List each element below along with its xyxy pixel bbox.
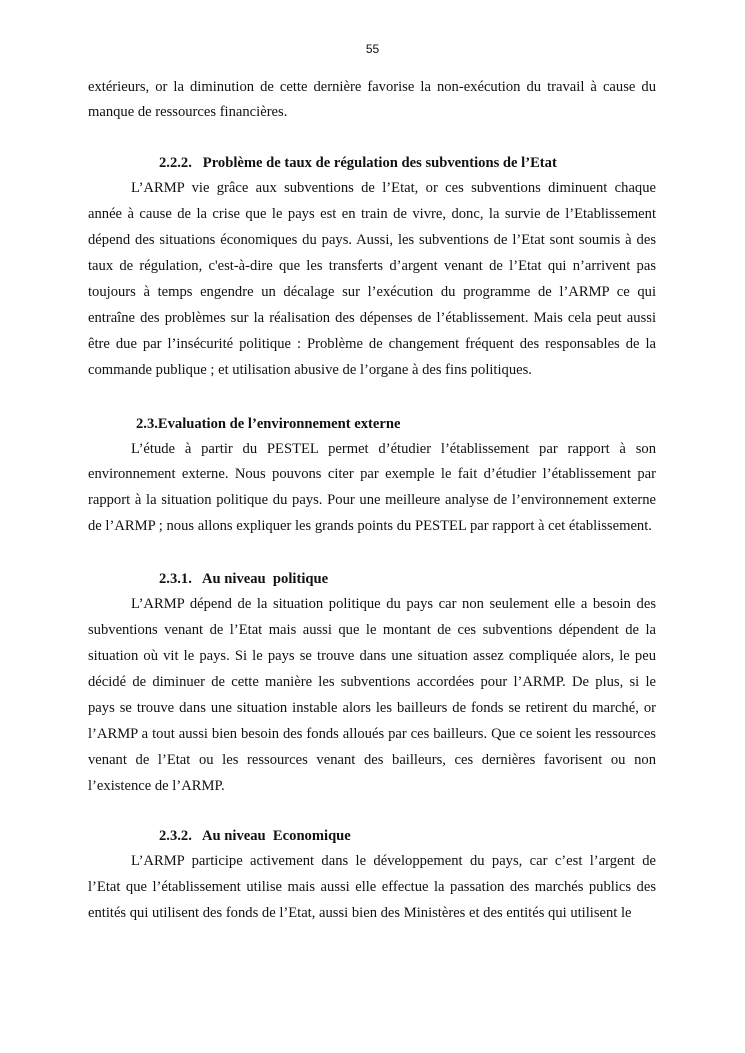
paragraph-line: L’étude à partir du PESTEL permet d’étudier l’établissement par rapport à son: [131, 441, 656, 457]
paragraph-line: de l’ARMP ; nous allons expliquer les grands points du PESTEL par rapport à cet établissement.: [88, 518, 652, 534]
paragraph-line: l’ARMP a tout aussi bien besoin des fonds alloués par ces bailleurs. Que ce soient les ressources: [88, 726, 656, 742]
paragraph-line: L’ARMP participe activement dans le développement du pays, car c’est l’argent de: [131, 853, 656, 869]
paragraph-line: rapport à la situation politique du pays. Pour une meilleure analyse de l’environnement externe: [88, 492, 656, 508]
paragraph-line: l’existence de l’ARMP.: [88, 778, 225, 794]
paragraph-line: taux de régulation, c'est-à-dire que les transferts d’argent venant de l’Etat qui n’arrivent pas: [88, 258, 656, 274]
paragraph-line: pays se trouve dans une situation instable alors les bailleurs de fonds se retirent du marché, or: [88, 700, 656, 716]
page-number: 55: [365, 42, 380, 56]
paragraph-line: entraîne des problèmes sur la réalisation des dépenses de l’établissement. Mais cela peut aussi: [88, 310, 656, 326]
section-heading: 2.3.1. Au niveau politique: [159, 571, 329, 587]
paragraph-line: venant de l’Etat ou les ressources venant des bailleurs, ces dernières favorisent ou non: [88, 752, 656, 768]
paragraph-line: situation où vit le pays. Si le pays se trouve dans une situation assez compliquée alors, le peu: [88, 648, 656, 664]
paragraph-line: subventions venant de l’Etat mais aussi que le montant de ces subventions dépendent de la: [88, 622, 656, 638]
paragraph-line: commande publique ; et utilisation abusive de l’organe à des fins politiques.: [88, 362, 532, 378]
paragraph-line: toujours à temps engendre un décalage sur l’exécution du programme de l’ARMP ce qui: [88, 284, 656, 300]
paragraph-line: L’ARMP dépend de la situation politique du pays car non seulement elle a besoin des: [131, 596, 656, 612]
section-heading: 2.3.2. Au niveau Economique: [159, 828, 351, 844]
section-heading: 2.3.Evaluation de l’environnement externe: [136, 416, 401, 432]
paragraph-line: année à cause de la crise que le pays est en train de vivre, donc, la survie de l’Etablissement: [88, 206, 656, 222]
paragraph-line: dépend des situations économiques du pays. Aussi, les subventions de l’Etat sont soumis à des: [88, 232, 656, 248]
paragraph-line: environnement externe. Nous pouvons citer par exemple le fait d’étudier l’établissement par: [88, 466, 656, 482]
paragraph-line: extérieurs, or la diminution de cette dernière favorise la non-exécution du travail à cause du: [88, 79, 656, 95]
paragraph-line: décidé de diminuer de cette manière les subventions accordées pour l’ARMP. De plus, si le: [88, 674, 656, 690]
paragraph-line: manque de ressources financières.: [88, 104, 288, 120]
paragraph-line: L’ARMP vie grâce aux subventions de l’Etat, or ces subventions diminuent chaque: [131, 180, 656, 196]
section-heading: 2.2.2. Problème de taux de régulation des subventions de l’Etat: [159, 155, 557, 171]
paragraph-line: l’Etat que l’établissement utilise mais aussi elle effectue la passation des marchés publics des: [88, 879, 656, 895]
paragraph-line: être due par l’insécurité politique : Problème de changement fréquent des responsables de la: [88, 336, 656, 352]
paragraph-line: entités qui utilisent des fonds de l’Etat, aussi bien des Ministères et des entités qui utilisent le: [88, 905, 632, 921]
